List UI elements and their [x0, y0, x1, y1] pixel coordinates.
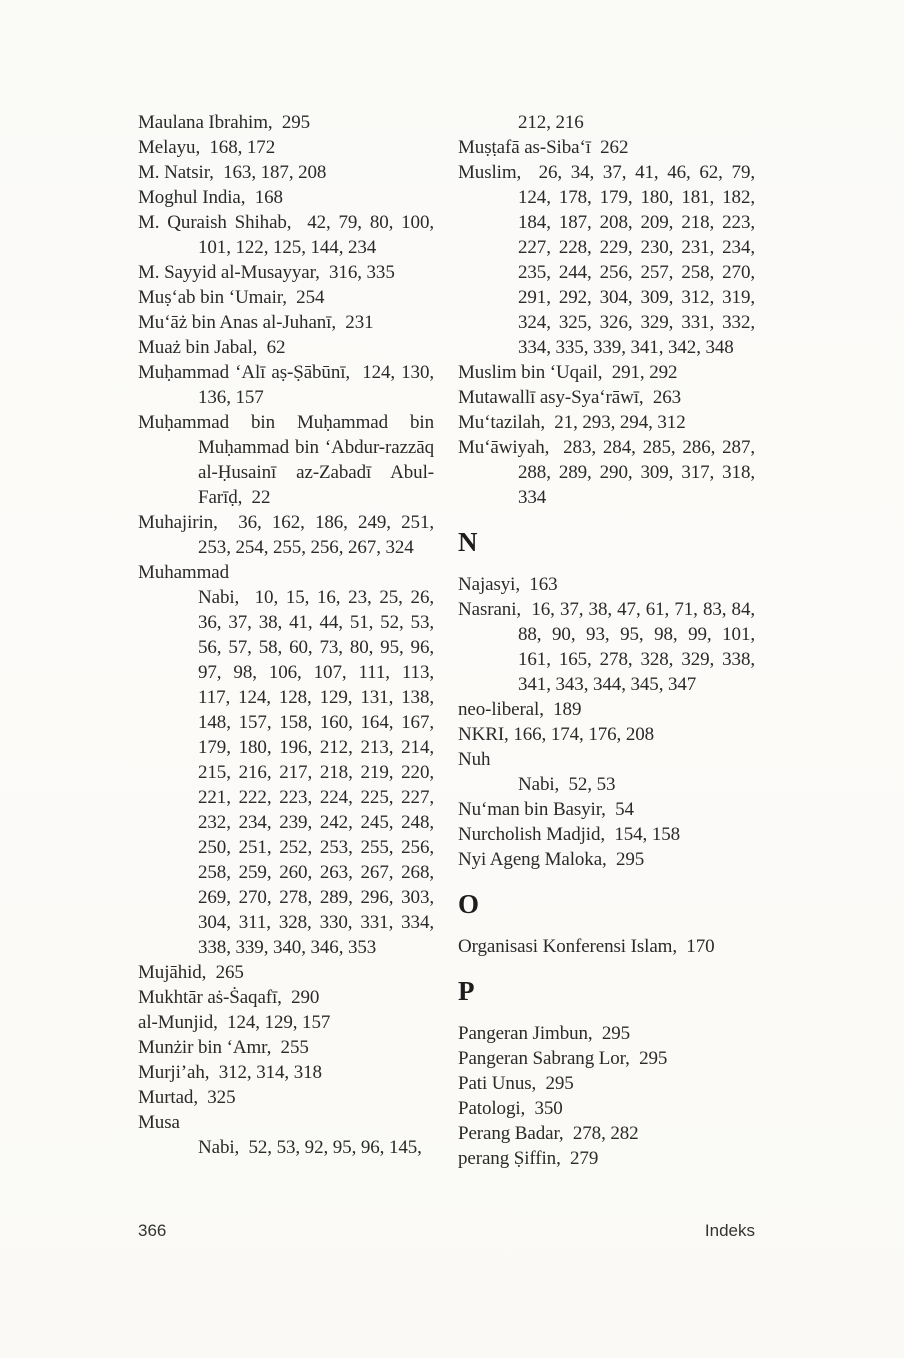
- index-entry: Nasrani, 16, 37, 38, 47, 61, 71, 83, 84, 88, 90, 93, 95, 98, 99, 101, 161, 165, 278, 328, 329, 338, 341, 343, 344, 345, 347: [458, 599, 755, 695]
- index-entry: Muḥammad ‘Alī aṣ-Ṣābūnī, 124, 130, 136, 157: [138, 362, 434, 408]
- index-entry: Murji’ah, 312, 314, 318: [138, 1062, 322, 1083]
- index-entry: Musa: [138, 1112, 180, 1133]
- index-entry: al-Munjid, 124, 129, 157: [138, 1012, 331, 1033]
- index-entry: Murtad, 325: [138, 1087, 236, 1108]
- index-subentry: Nabi, 10, 15, 16, 23, 25, 26, 36, 37, 38, 41, 44, 51, 52, 53, 56, 57, 58, 60, 73, 80, 95, 96, 97, 98, 106, 107, 111, 113, 117, 124, 128, 129, 131, 138, 148, 157, 158, 160, 164, 167, 179, 180, 196, 212, 213, 214, 215, 216, 217, 218, 219, 220, 221, 222, 223, 224, 225, 227, 232, 234, 239, 242, 245, 248, 250, 251, 252, 253, 255, 256, 258, 259, 260, 263, 267, 268, 269, 270, 278, 289, 296, 303, 304, 311, 328, 330, 331, 334, 338, 339, 340, 346, 353: [198, 587, 434, 958]
- index-entry: perang Ṣiffin, 279: [458, 1148, 599, 1169]
- index-entry: Munżir bin ‘Amr, 255: [138, 1037, 309, 1058]
- index-subentry: Nabi, 52, 53: [518, 774, 616, 795]
- index-entry: Mu‘tazilah, 21, 293, 294, 312: [458, 412, 686, 433]
- index-entry: Nurcholish Madjid, 154, 158: [458, 824, 681, 845]
- index-entry: NKRI, 166, 174, 176, 208: [458, 724, 655, 745]
- index-entry: Mujāhid, 265: [138, 962, 244, 983]
- index-entry: Nuh: [458, 749, 491, 770]
- index-continuation-line: 212, 216: [518, 112, 584, 133]
- index-entry: Pangeran Sabrang Lor, 295: [458, 1048, 668, 1069]
- footer-section-label: Indeks: [704, 1221, 755, 1240]
- index-entry: neo-liberal, 189: [458, 699, 582, 720]
- index-entry: Mu‘āż bin Anas al-Juhanī, 231: [138, 312, 374, 333]
- index-entry: Patologi, 350: [458, 1098, 563, 1119]
- index-letter-heading: P: [458, 976, 475, 1006]
- index-entry: Muslim, 26, 34, 37, 41, 46, 62, 79, 124, 178, 179, 180, 181, 182, 184, 187, 208, 209, 218, 223, 227, 228, 229, 230, 231, 234, 235, 244, 256, 257, 258, 270, 291, 292, 304, 309, 312, 319, 324, 325, 326, 329, 331, 332, 334, 335, 339, 341, 342, 348: [458, 162, 755, 358]
- index-letter-heading: O: [458, 889, 480, 919]
- index-entry: Muaż bin Jabal, 62: [138, 337, 286, 358]
- index-entry: Mu‘āwiyah, 283, 284, 285, 286, 287, 288, 289, 290, 309, 317, 318, 334: [458, 437, 755, 508]
- index-entry: Nyi Ageng Maloka, 295: [458, 849, 645, 870]
- index-entry: Mutawallī asy-Sya‘rāwī, 263: [458, 387, 682, 408]
- index-entry: Organisasi Konferensi Islam, 170: [458, 936, 715, 957]
- index-entry: Muṣ‘ab bin ‘Umair, 254: [138, 287, 325, 308]
- index-entry: Pati Unus, 295: [458, 1073, 574, 1094]
- index-entry: Muḥammad bin Muḥammad bin Muḥammad bin ‘Abdur-razzāq al-Ḥusainī az-Zabadī Abul-Farīḍ, 22: [138, 412, 434, 508]
- index-entry: M. Quraish Shihab, 42, 79, 80, 100, 101, 122, 125, 144, 234: [138, 212, 434, 258]
- index-letter-heading: N: [458, 527, 478, 557]
- index-entry: Najasyi, 163: [458, 574, 558, 595]
- index-entry: Maulana Ibrahim, 295: [138, 112, 311, 133]
- index-entry: Muhajirin, 36, 162, 186, 249, 251, 253, 254, 255, 256, 267, 324: [138, 512, 434, 558]
- index-entry: Nu‘man bin Basyir, 54: [458, 799, 634, 820]
- index-entry: M. Sayyid al-Musayyar, 316, 335: [138, 262, 395, 283]
- page-number: 366: [138, 1221, 167, 1240]
- index-entry: M. Natsir, 163, 187, 208: [138, 162, 327, 183]
- index-entry: Perang Badar, 278, 282: [458, 1123, 639, 1144]
- index-left-column: [138, 110, 434, 1160]
- index-entry: Moghul India, 168: [138, 187, 283, 208]
- page-footer: [138, 1221, 755, 1241]
- index-entry: Melayu, 168, 172: [138, 137, 276, 158]
- index-entry: Pangeran Jimbun, 295: [458, 1023, 631, 1044]
- index-entry: Muhammad: [138, 562, 230, 583]
- index-entry: Muṣṭafā as-Siba‘ī 262: [458, 137, 629, 158]
- index-entry: Mukhtār aṡ-Ṡaqafī, 290: [138, 987, 320, 1008]
- index-right-column: [458, 110, 755, 1171]
- index-entry: Muslim bin ‘Uqail, 291, 292: [458, 362, 678, 383]
- index-subentry: Nabi, 52, 53, 92, 95, 96, 145,: [198, 1137, 422, 1158]
